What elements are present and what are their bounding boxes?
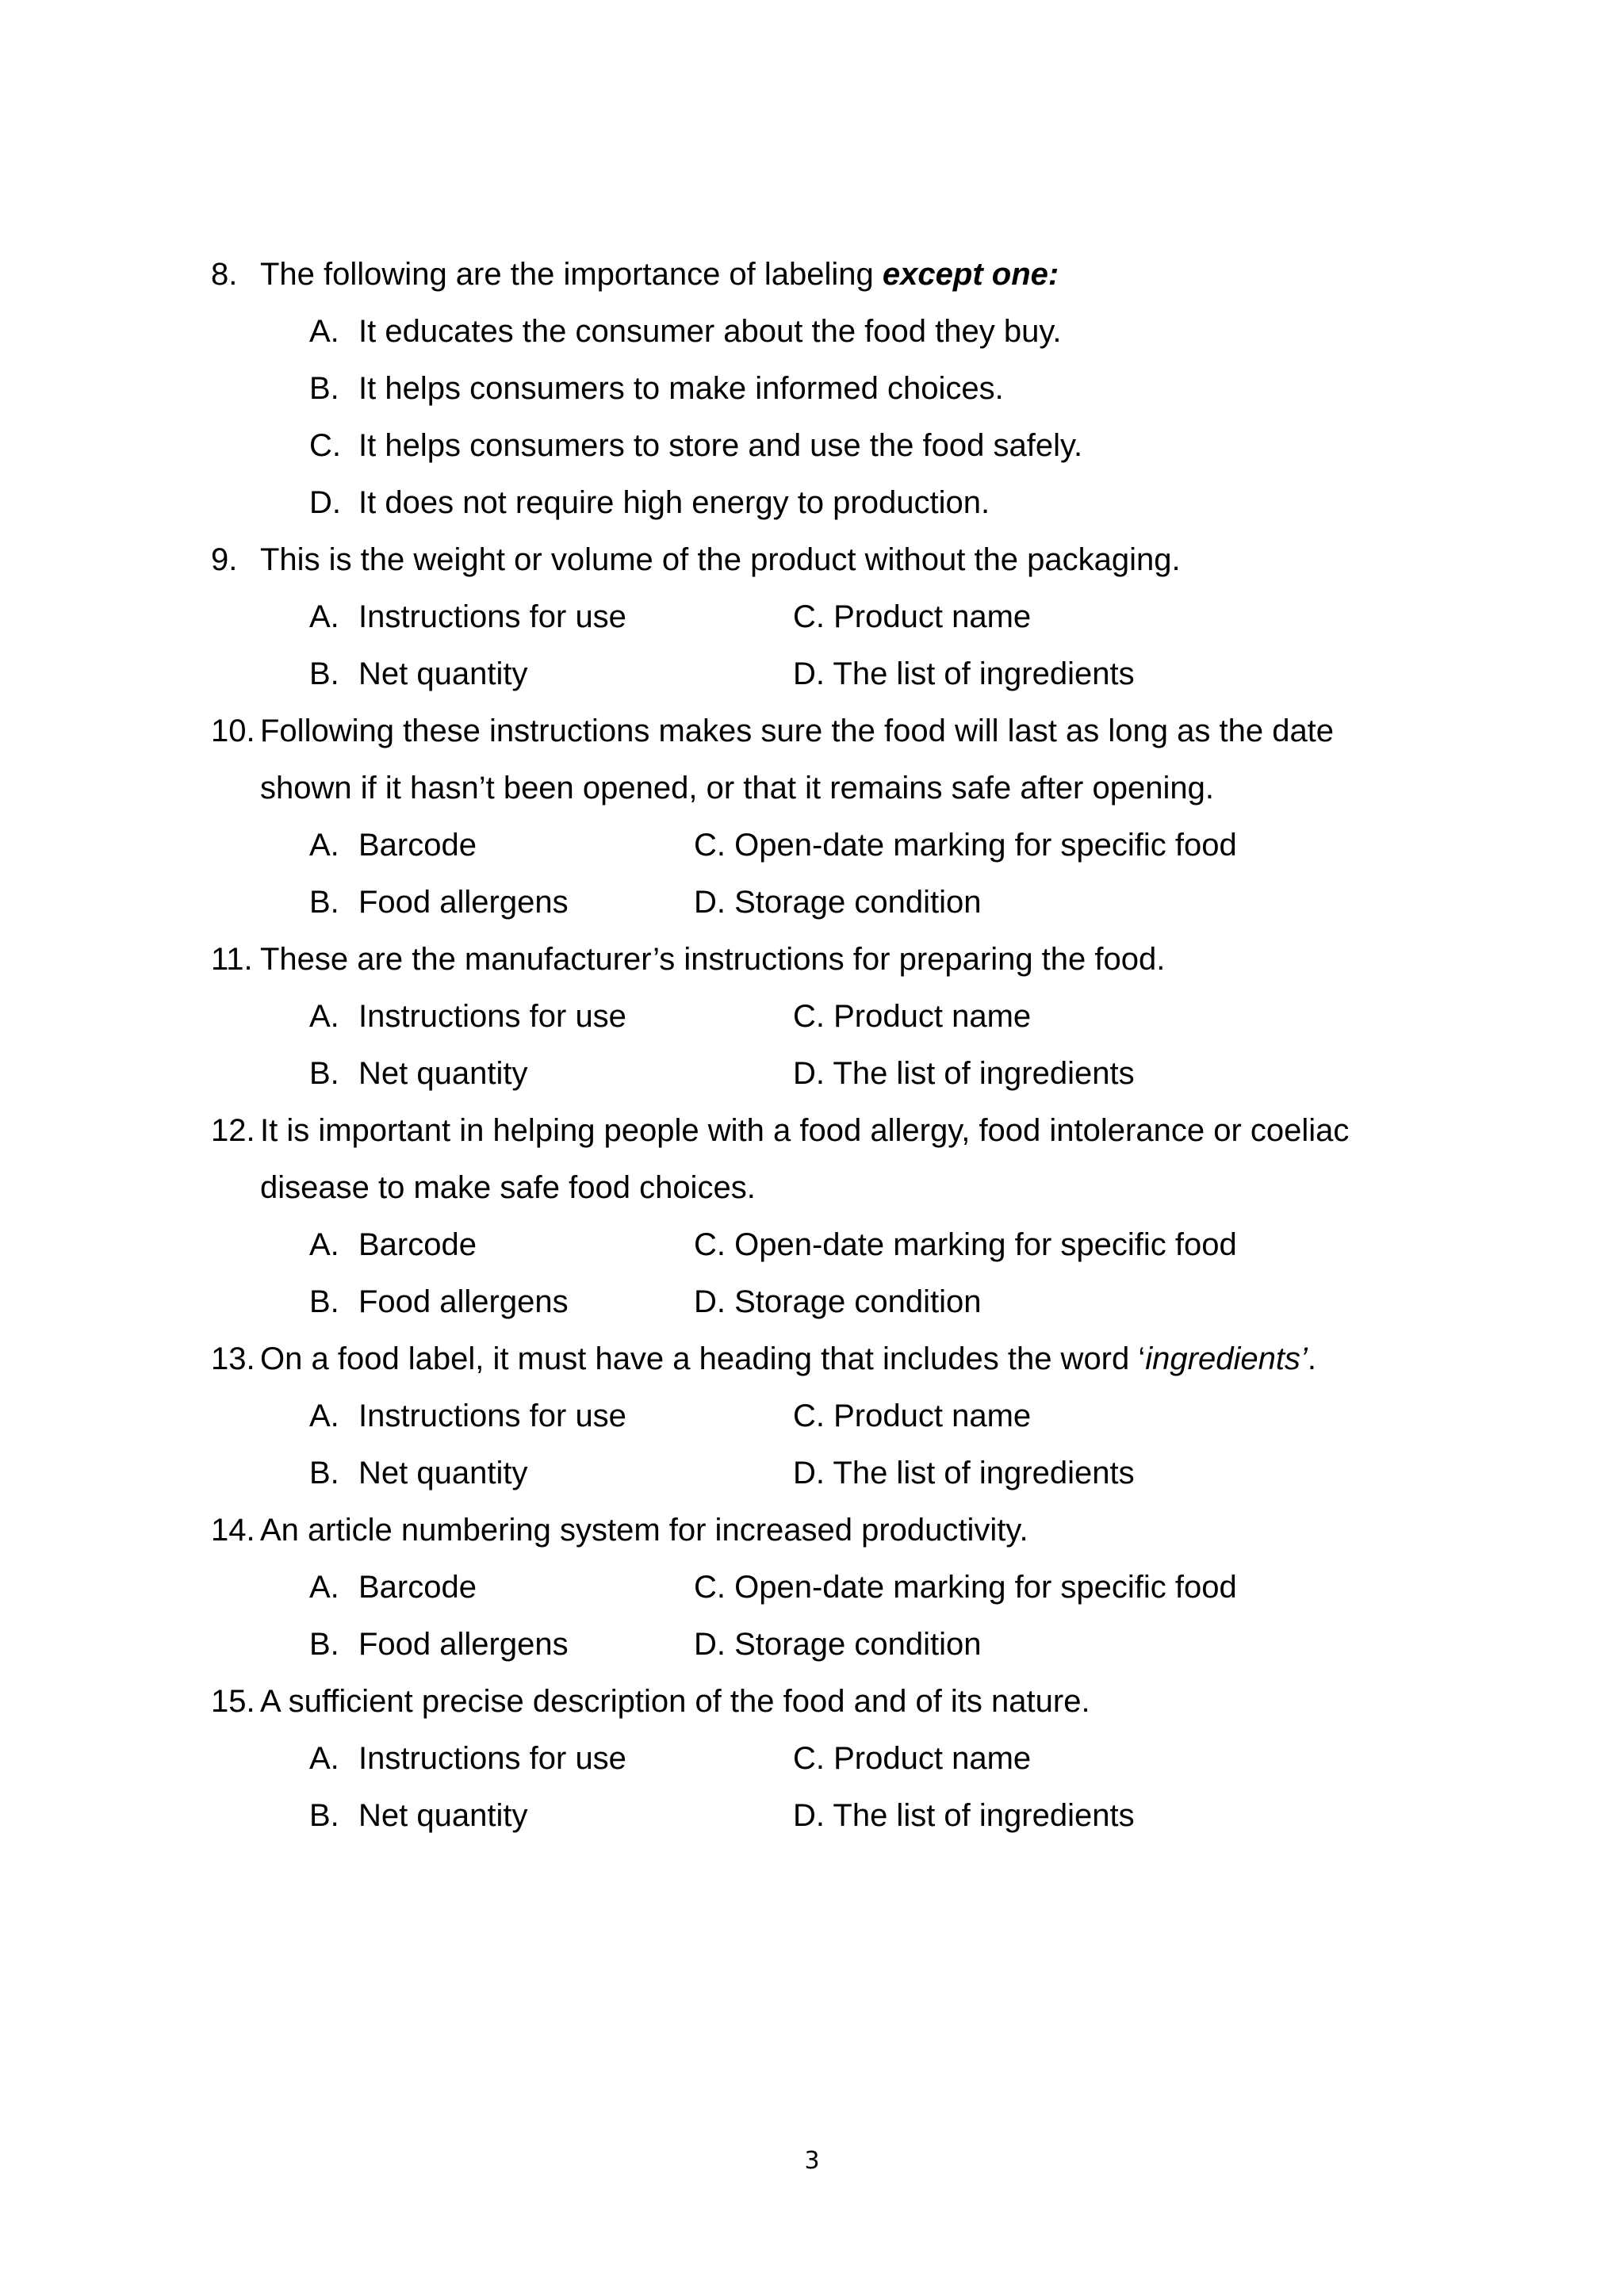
question-text-continued: disease to make safe food choices. [260,1170,756,1205]
option-b: B. Food allergens [309,1284,569,1319]
question-number: 14. [211,1513,255,1548]
question-text: Following these instructions makes sure the food will last as long as the date [260,714,1335,748]
question-text: On a food label, it must have a heading that includes the word ‘ [260,1341,1146,1376]
question-text: This is the weight or volume of the product without the packaging. [260,542,1181,577]
question-text: An article numbering system for increased productivity. [260,1513,1028,1548]
question-emphasis: except one: [882,257,1059,292]
question-number: 9. [211,542,238,577]
option-d: D. The list of ingredients [793,656,1135,691]
question-text: The following are the importance of labeling [260,257,883,292]
question-12 [211,1112,1349,1150]
option-c: C. It helps consumers to store and use the food safely. [309,428,1083,463]
option-d: D. The list of ingredients [793,1056,1135,1091]
option-b: B. Food allergens [309,885,569,920]
option-d: D. The list of ingredients [793,1456,1135,1490]
option-a: A. Instructions for use [309,1741,626,1776]
option-b: B. Net quantity [309,1056,528,1091]
option-a: A. Barcode [309,1570,477,1605]
option-a: A. Instructions for use [309,599,626,634]
question-14 [211,1511,1028,1549]
question-8 [211,255,1059,293]
question-13: 13. On a food label, it must have a heading that includes the word ‘ingredients’. [211,1341,1316,1376]
option-a: A. Barcode [309,828,477,863]
question-11 [211,940,1165,978]
option-d: D. Storage condition [694,885,982,920]
option-d: D. The list of ingredients [793,1798,1135,1833]
option-b: B. Net quantity [309,656,528,691]
question-number: 8. [211,257,238,292]
option-b: B. Food allergens [309,1627,569,1662]
option-c: C. Product name [793,1399,1032,1433]
option-c: C. Product name [793,1741,1032,1776]
question-15 [211,1682,1090,1720]
option-d: D. It does not require high energy to production. [309,485,990,520]
option-d: D. Storage condition [694,1627,982,1662]
question-italic-word: ingredients’ [1145,1341,1308,1376]
option-c: C. Product name [793,999,1032,1034]
question-text: A sufficient precise description of the food and of its nature. [260,1684,1090,1719]
question-number: 15. [211,1684,255,1719]
option-c: C. Open-date marking for specific food [694,1227,1237,1262]
option-b: B. Net quantity [309,1798,528,1833]
question-10 [211,712,1334,750]
question-number: 13. [211,1341,255,1376]
option-c: C. Open-date marking for specific food [694,828,1237,863]
question-text: It is important in helping people with a food allergy, food intolerance or coeliac [260,1113,1350,1148]
option-d: D. Storage condition [694,1284,982,1319]
option-a: A. Instructions for use [309,999,626,1034]
option-c: C. Product name [793,599,1032,634]
option-a: A. It educates the consumer about the food they buy. [309,314,1062,349]
option-a: A. Instructions for use [309,1399,626,1433]
option-b: B. It helps consumers to make informed choices. [309,371,1004,406]
question-number: 11. [211,942,253,977]
question-text: These are the manufacturer’s instructions for preparing the food. [260,942,1166,977]
page-number: 3 [804,2147,820,2175]
question-text-continued: shown if it hasn’t been opened, or that it remains safe after opening. [260,771,1214,806]
option-b: B. Net quantity [309,1456,528,1490]
question-9 [211,541,1181,579]
option-c: C. Open-date marking for specific food [694,1570,1237,1605]
question-number: 10. [211,714,255,748]
option-a: A. Barcode [309,1227,477,1262]
question-number: 12. [211,1113,255,1148]
